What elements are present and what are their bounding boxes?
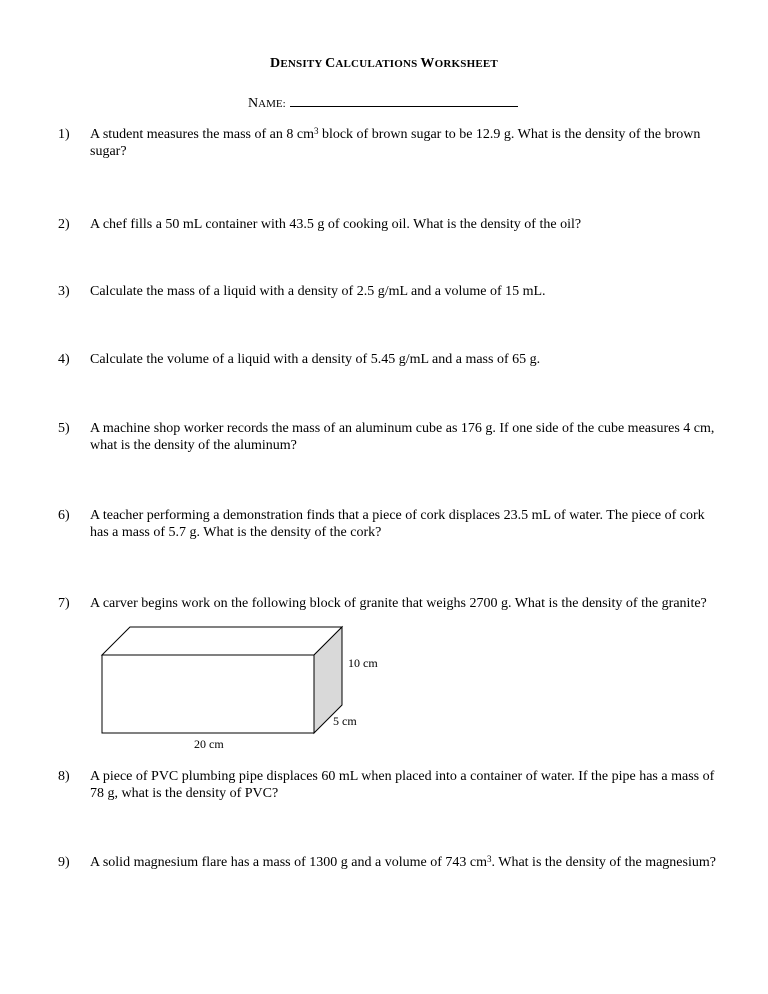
question-number: 1) [58,127,70,142]
question-number: 6) [58,508,70,523]
question-text: A carver begins work on the following block of granite that weighs 2700 g. What is the density of the granite? [90,596,707,611]
question-3 [58,283,718,300]
question-7 [58,595,718,612]
question-number: 5) [58,421,70,436]
name-field [248,92,518,112]
question-text: A teacher performing a demonstration finds that a piece of cork displaces 23.5 mL of water. The piece of cork has a mass of 5.7 g. What is the density of the cork? [90,508,705,540]
question-number: 8) [58,769,70,784]
granite-block-figure [100,625,390,755]
question-number: 3) [58,284,70,299]
question-2 [58,216,718,233]
block-top-face [102,627,342,655]
question-number: 9) [58,855,70,870]
name-label-small: AME: [258,98,286,110]
question-text: A piece of PVC plumbing pipe displaces 60 mL when placed into a container of water. If the pipe has a mass of 78 g, what is the density of PVC? [90,769,715,801]
depth-label: 5 cm [333,714,357,728]
question-text-pre: A student measures the mass of an 8 cm [90,127,314,142]
question-text: A machine shop worker records the mass of an aluminum cube as 176 g. If one side of the cube measures 4 cm, what is the density of the aluminum? [90,421,715,453]
question-8 [58,768,718,802]
question-6 [58,507,718,541]
question-text: Calculate the volume of a liquid with a density of 5.45 g/mL and a mass of 65 g. [90,352,541,367]
question-text: A chef fills a 50 mL container with 43.5 g of cooking oil. What is the density of the oil? [90,217,582,232]
block-front-face [102,655,314,733]
name-label-big: N [248,96,259,111]
question-5 [58,420,718,454]
title-part-2-small: ALCULATIONS [335,58,421,70]
superscript: 3 [486,854,492,864]
question-text-pre: A solid magnesium flare has a mass of 1300 g and a volume of 743 cm [90,855,487,870]
question-number: 4) [58,352,70,367]
title-part-3-small: ORKSHEET [434,58,498,70]
title-part-1-small: ENSITY [280,58,326,70]
title-part-3-big: W [420,56,435,71]
question-9 [58,854,718,871]
question-text [90,126,718,160]
length-label: 20 cm [194,737,224,751]
question-text-post: . What is the density of the magnesium? [491,855,716,870]
question-text [90,854,718,871]
title-part-2-big: C [325,56,336,71]
question-text-post: block of brown sugar to be 12.9 g. What is the density of the brown sugar? [90,127,701,159]
question-number: 2) [58,217,70,232]
worksheet-title [0,56,768,72]
question-1 [58,126,718,160]
question-text: Calculate the mass of a liquid with a density of 2.5 g/mL and a volume of 15 mL. [90,284,546,299]
height-label: 10 cm [348,656,378,670]
name-blank-line[interactable] [290,92,518,107]
superscript: 3 [313,126,319,136]
question-number: 7) [58,596,70,611]
title-part-1-big: D [270,56,281,71]
question-4 [58,351,718,368]
